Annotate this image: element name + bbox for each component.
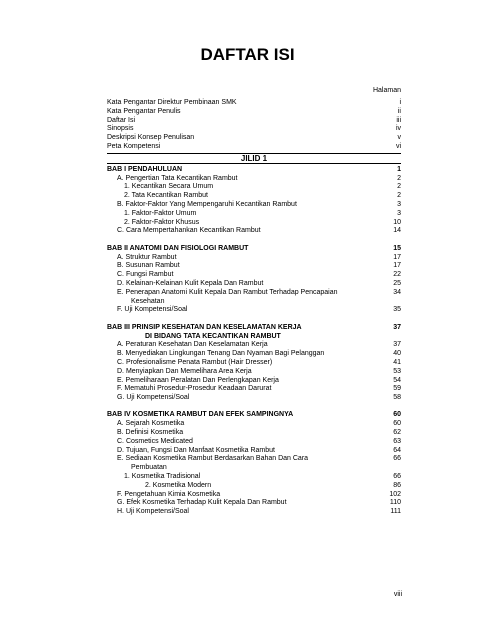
toc-entry-page: 63: [393, 437, 401, 445]
chapter-heading: [107, 324, 401, 333]
toc-entry-text: D. Tujuan, Fungsi Dan Manfaat Kosmetika Rambut: [117, 446, 275, 454]
toc-entry-page: 110: [389, 499, 401, 507]
front-matter-entry: [107, 99, 401, 108]
toc-entry-page: 53: [393, 367, 401, 375]
toc-entry: [107, 455, 401, 464]
front-matter-entry-page: ii: [397, 107, 401, 115]
toc-entry-text: Kesehatan: [131, 297, 165, 305]
toc-entry: [107, 289, 401, 298]
toc-entry-text: D. Kelainan-Kelainan Kulit Kepala Dan Rambut: [117, 279, 264, 287]
front-matter-entry-page: iv: [395, 125, 401, 133]
toc-entry: [107, 350, 401, 359]
toc-entry-text: C. Cosmetics Medicated: [117, 437, 193, 445]
toc-entry-page: 2: [397, 192, 401, 200]
toc-entry-text: 1. Faktor-Faktor Umum: [124, 209, 197, 217]
toc-entry-text: F. Pengetahuan Kimia Kosmetika: [117, 490, 221, 498]
toc-entry-page: 60: [393, 420, 401, 428]
front-matter-entry-page: iii: [396, 116, 401, 124]
toc-entry: [107, 306, 401, 315]
toc-entry: [107, 341, 401, 350]
front-matter-entry: [107, 143, 401, 152]
page-title: DAFTAR ISI: [200, 45, 295, 64]
toc-entry-text: 1. Kosmetika Tradisional: [124, 473, 201, 481]
toc-entry-page: 111: [390, 508, 401, 516]
toc-entry: [107, 394, 401, 403]
toc-entry: [107, 262, 401, 271]
front-matter-entry: [107, 134, 401, 143]
toc-entry-page: 35: [393, 306, 401, 314]
front-matter-entry: [107, 117, 401, 126]
front-matter-entry-page: vi: [395, 142, 401, 150]
toc-entry-text: C. Fungsi Rambut: [117, 271, 174, 279]
toc-entry-page: 10: [393, 218, 401, 226]
toc-entry: [107, 201, 401, 210]
toc-entry: [107, 377, 401, 386]
front-matter-entry-text: Kata Pengantar Direktur Pembinaan SMK: [107, 99, 237, 106]
toc-entry: [107, 464, 401, 473]
toc-entry-text: H. Uji Kompetensi/Soal: [117, 508, 189, 516]
toc-entry-page: 17: [393, 262, 401, 270]
toc-entry-page: 41: [393, 358, 401, 366]
toc-entry-text: A. Peraturan Kesehatan Dan Keselamatan Kerja: [117, 341, 268, 349]
toc-entry-text: G. Efek Kosmetika Terhadap Kulit Kepala Dan Rambut: [117, 499, 287, 507]
toc-entry-text: C. Profesionalisme Penata Rambut (Hair Dresser): [117, 358, 273, 366]
toc-entry-text: C. Cara Mempertahankan Kecantikan Rambut: [117, 227, 261, 235]
toc-entry-text: G. Uji Kompetensi/Soal: [117, 394, 190, 402]
toc-entry-page: 64: [393, 446, 401, 454]
toc-entry-text: 2. Faktor-Faktor Khusus: [124, 218, 200, 226]
toc-entry: [107, 280, 401, 289]
front-matter-entry-text: Sinopsis: [107, 125, 134, 133]
toc-entry: [107, 298, 401, 307]
toc-entry: [107, 491, 401, 500]
toc-entry: [107, 447, 401, 456]
toc-entry-page: 66: [393, 473, 401, 481]
toc-entry-page: 59: [393, 385, 401, 393]
toc-entry: [107, 210, 401, 219]
toc-entry: [107, 368, 401, 377]
chapter-heading-continued-text: DI BIDANG TATA KECANTIKAN RAMBUT: [145, 332, 281, 340]
chapter-heading-page: 60: [393, 411, 401, 419]
toc-entry-text: A. Pengertian Tata Kecantikan Rambut: [117, 174, 238, 182]
toc-entry: [107, 429, 401, 438]
toc-entry-page: 14: [393, 227, 401, 235]
halaman-label: Halaman: [372, 87, 401, 94]
toc-entry-text: F. Uji Kompetensi/Soal: [117, 306, 188, 314]
toc-entry-page: 3: [397, 209, 401, 217]
chapter-heading: [107, 411, 401, 420]
front-matter-entry-page: v: [397, 134, 401, 142]
toc-entry-page: 58: [393, 394, 401, 402]
toc-entry: [107, 219, 401, 228]
toc-entry-page: 17: [393, 253, 401, 261]
toc-entry: [107, 271, 401, 280]
toc-entry: [107, 420, 401, 429]
toc-entry-text: Pembuatan: [131, 464, 167, 472]
chapter-heading-text: BAB I PENDAHULUAN: [107, 165, 183, 173]
table-of-contents: [107, 99, 401, 517]
toc-entry-page: 54: [393, 376, 401, 384]
toc-entry-text: A. Struktur Rambut: [117, 253, 177, 261]
toc-entry-text: E. Sediaan Kosmetika Rambut Berdasarkan Bahan Dan Cara: [117, 455, 309, 463]
front-matter-entry-text: Peta Kompetensi: [107, 142, 161, 150]
front-matter-entry-text: Deskripsi Konsep Penulisan: [107, 134, 195, 142]
toc-entry-page: 86: [393, 481, 401, 489]
chapter-heading-page: 37: [393, 323, 401, 331]
front-matter-entry: [107, 125, 401, 134]
toc-entry: [107, 438, 401, 447]
toc-entry-text: 1. Kecantikan Secara Umum: [124, 183, 214, 191]
toc-entry-text: 2. Tata Kecantikan Rambut: [124, 192, 208, 200]
chapter-heading-page: 1: [397, 165, 401, 173]
chapter-heading-text: BAB II ANATOMI DAN FISIOLOGI RAMBUT: [107, 244, 249, 252]
toc-entry-text: F. Mematuhi Prosedur-Prosedur Keadaan Darurat: [117, 385, 272, 393]
toc-entry-text: B. Menyediakan Lingkungan Tenang Dan Nyaman Bagi Pelanggan: [117, 350, 325, 358]
toc-entry-page: 25: [393, 279, 401, 287]
toc-entry: [107, 175, 401, 184]
front-matter-entry-text: Kata Pengantar Penulis: [107, 107, 181, 115]
toc-entry-text: E. Penerapan Anatomi Kulit Kepala Dan Rambut Terhadap Pencapaian: [117, 288, 338, 296]
chapter-heading-continued: [107, 333, 401, 342]
toc-entry-text: B. Definisi Kosmetika: [117, 429, 184, 437]
toc-entry-text: D. Menyiapkan Dan Memelihara Area Kerja: [117, 367, 252, 375]
toc-entry-page: 22: [393, 271, 401, 279]
toc-entry: [107, 385, 401, 394]
chapter-heading-text: BAB III PRINSIP KESEHATAN DAN KESELAMATAN KERJA: [107, 323, 302, 331]
chapter-heading: [107, 245, 401, 254]
toc-entry-page: 2: [397, 174, 401, 182]
toc-entry: [107, 192, 401, 201]
toc-entry-page: 3: [397, 200, 401, 208]
chapter-heading-page: 15: [393, 244, 401, 252]
toc-entry-text: B. Faktor-Faktor Yang Mempengaruhi Kecantikan Rambut: [117, 200, 297, 208]
toc-entry-page: 102: [389, 490, 401, 498]
toc-entry-text: 2. Kosmetika Modern: [145, 481, 212, 489]
toc-entry: [107, 499, 401, 508]
toc-entry: [107, 227, 401, 236]
toc-entry-text: E. Pemeliharaan Peralatan Dan Perlengkapan Kerja: [117, 376, 279, 384]
toc-entry: [107, 359, 401, 368]
chapter-heading: [107, 166, 401, 175]
jilid-heading: JILID 1: [107, 153, 401, 164]
toc-entry: [107, 508, 401, 517]
toc-entry: [107, 473, 401, 482]
toc-entry: [107, 254, 401, 263]
toc-entry-page: 62: [393, 429, 401, 437]
toc-entry-page: 34: [393, 288, 401, 296]
toc-entry-text: A. Sejarah Kosmetika: [117, 420, 185, 428]
chapter-heading-text: BAB IV KOSMETIKA RAMBUT DAN EFEK SAMPINGNYA: [107, 411, 294, 419]
toc-entry-page: 2: [397, 183, 401, 191]
toc-entry-page: 66: [393, 455, 401, 463]
front-matter-entry-page: i: [399, 99, 401, 106]
toc-entry-text: B. Susunan Rambut: [117, 262, 180, 270]
front-matter-entry: [107, 108, 401, 117]
toc-entry: [107, 183, 401, 192]
toc-entry-page: 40: [393, 350, 401, 358]
page-number: viii: [393, 591, 402, 598]
toc-entry-page: 37: [393, 341, 401, 349]
front-matter-entry-text: Daftar Isi: [107, 116, 136, 124]
toc-entry: [107, 482, 401, 491]
